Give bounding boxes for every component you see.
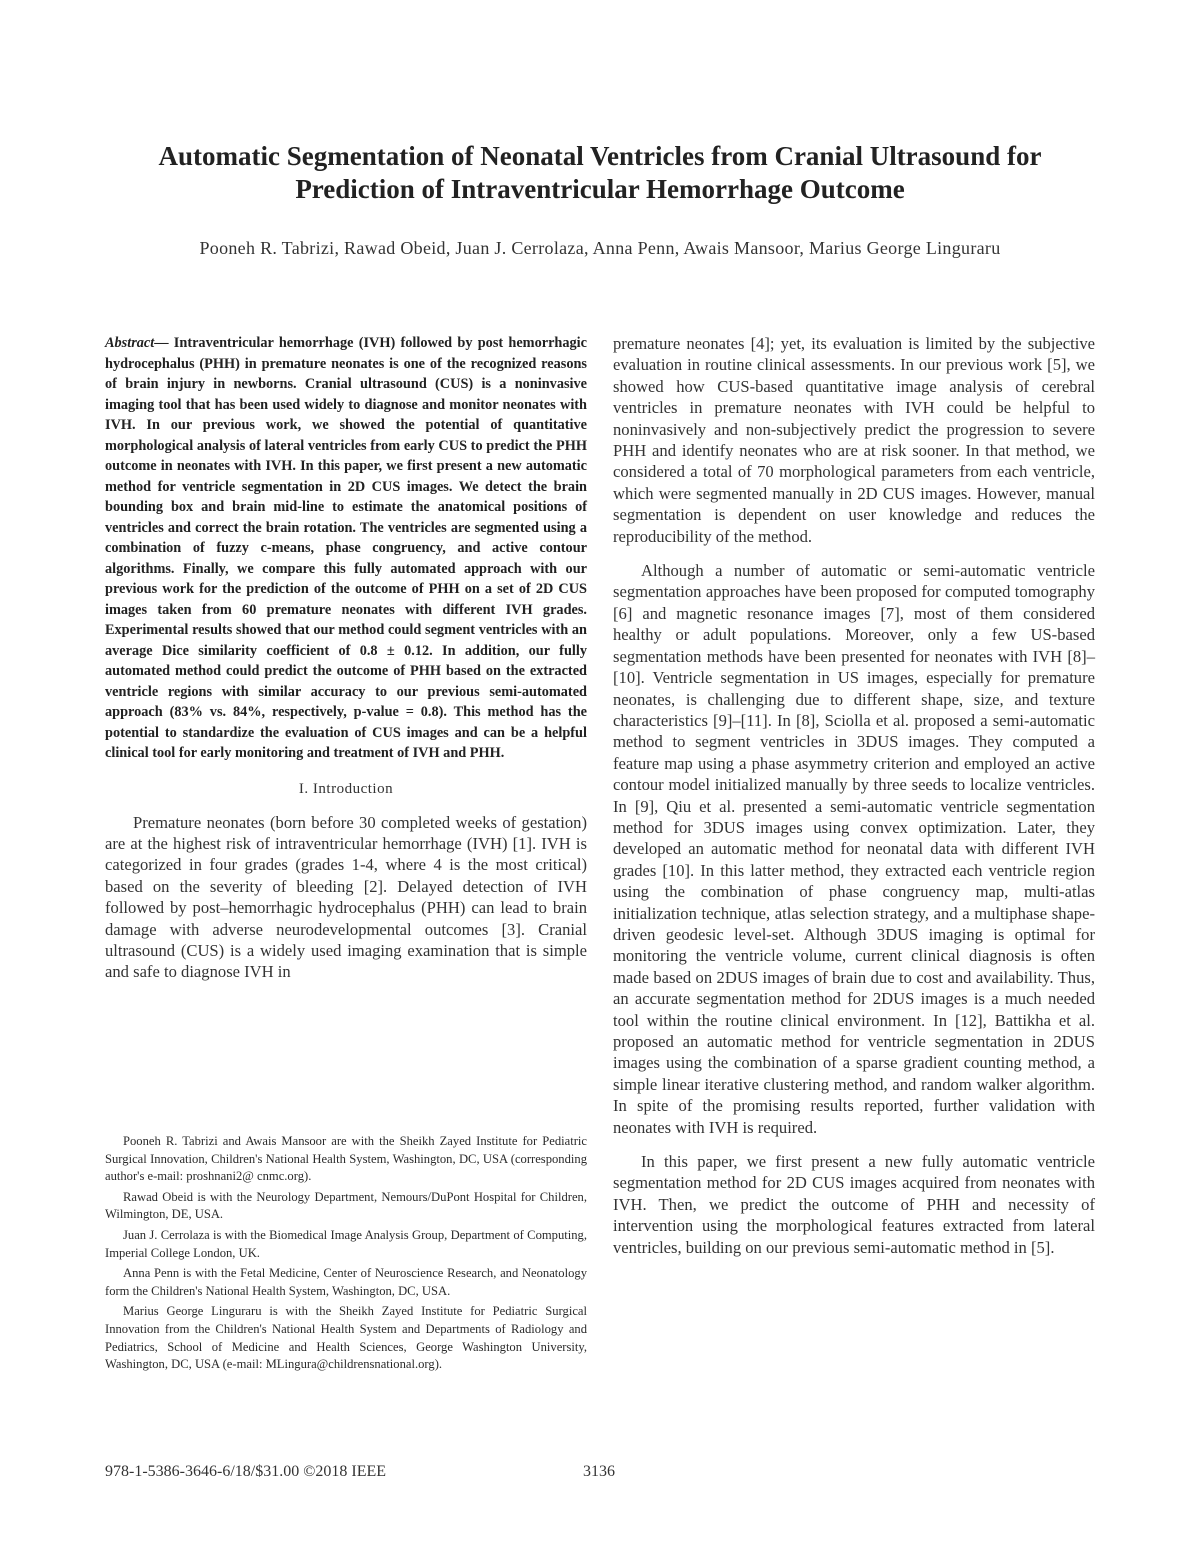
footnote: Rawad Obeid is with the Neurology Department, Nemours/DuPont Hospital for Children, Wilmington, DE, USA. <box>105 1189 587 1222</box>
footnote: Pooneh R. Tabrizi and Awais Mansoor are with the Sheikh Zayed Institute for Pediatric Surgical Innovation, Children's National Health System, Washington, DC, USA (corresponding author's e-mail: proshnani2@ cnmc.org). <box>105 1134 587 1184</box>
body-paragraph: Premature neonates (born before 30 completed weeks of gestation) are at the highest risk of intraventricular hemorrhage (IVH) [1]. IVH is categorized in four grades (grades 1-4, where 4 is the most critical) based on the severity of bleeding [2]. Delayed detection of IVH followed by post–hemorrhagic hydrocephalus (PHH) can lead to brain damage with adverse neurodevelopmental outcomes [3]. Cranial ultrasound (CUS) is a widely used imaging examination that is simple and safe to diagnose IVH in <box>105 812 587 982</box>
author-list: Pooneh R. Tabrizi, Rawad Obeid, Juan J. Cerrolaza, Anna Penn, Awais Mansoor, Marius George Linguraru <box>199 238 1001 258</box>
right-column <box>613 333 1095 1271</box>
author-affiliation-footnotes <box>105 1133 587 1377</box>
section-heading-introduction: I. Introduction <box>298 780 394 797</box>
page-number: 3136 <box>583 1463 615 1480</box>
abstract <box>105 333 587 764</box>
abstract-text: — Intraventricular hemorrhage (IVH) followed by post hemorrhagic hydrocephalus (PHH) in premature neonates is one of the recognized reasons of brain injury in newborns. Cranial ultrasound (CUS) is a noninvasive imaging tool that has been used widely to diagnose and monitor neonates with IVH. In our previous work, we showed the potential of quantitative morphological analysis of lateral ventricles from early CUS to predict the PHH outcome in neonates with IVH. In this paper, we first present a new automatic method for ventricle segmentation in 2D CUS images. We detect the brain bounding box and brain mid-line to estimate the anatomical positions of ventricles and correct the brain rotation. The ventricles are segmented using a combination of fuzzy c-means, phase congruency, and active contour algorithms. Finally, we compare this fully automated approach with our previous work for the prediction of the outcome of PHH on a set of 2D CUS images taken from 60 premature neonates with different IVH grades. Experimental results showed that our method could segment ventricles with an average Dice similarity coefficient of 0.8 ± 0.12. In addition, our fully automated method could predict the outcome of PHH based on the extracted ventricle regions with similar accuracy to our previous semi-automated approach (83% vs. 84%, respectively, p-value = 0.8). This method has the potential to standardize the evaluation of CUS images and can be a helpful clinical tool for early monitoring and treatment of IVH and PHH. <box>105 335 587 761</box>
copyright-notice: 978-1-5386-3646-6/18/$31.00 ©2018 IEEE <box>105 1463 387 1480</box>
body-paragraph: premature neonates [4]; yet, its evaluation is limited by the subjective evaluation in routine clinical assessments. In our previous work [5], we showed how CUS-based quantitative image analysis of cerebral ventricles in premature neonates with IVH could be helpful to noninvasively and non-subjectively predict the progression to severe PHH and identify neonates who are at risk sooner. In that method, we considered a total of 70 morphological parameters from each ventricle, which were segmented manually in 2D CUS images. However, manual segmentation is dependent on user knowledge and reduces the reproducibility of the method. <box>613 334 1095 546</box>
body-paragraph: Although a number of automatic or semi-automatic ventricle segmentation approaches have been proposed for computed tomography [6] and magnetic resonance images [7], most of them considered healthy or adult populations. Moreover, only a few US-based segmentation methods have been presented for neonates with IVH [8]–[10]. Ventricle segmentation in US images, especially for premature neonates, is challenging due to different shape, size, and texture characteristics [9]–[11]. In [8], Sciolla et al. proposed a semi-automatic method to segment ventricles in 3DUS images. They computed a feature map using a phase asymmetry criterion and employed an active contour model initialized manually by three seeds to localize ventricles. In [9], Qiu et al. presented a semi-automatic ventricle segmentation method for 3DUS images using convex optimization. Later, they developed an automatic method for neonatal data with different IVH grades [10]. In this latter method, they extracted each ventricle region using the combination of phase congruency map, multi-atlas initialization technique, atlas selection strategy, and a multiphase shape-driven geodesic level-set. Although 3DUS imaging is optimal for monitoring the ventricle volume, current clinical diagnosis is often made based on 2DUS images of brain due to cost and availability. Thus, an accurate segmentation method for 2DUS images is a much needed tool within the routine clinical environment. In [12], Battikha et al. proposed an automatic method for ventricle segmentation in 2DUS images using the combination of a sparse gradient counting method, a simple linear iterative clustering method, and random walker algorithm. In spite of the promising results reported, further validation with neonates with IVH is required. <box>613 561 1095 1137</box>
left-column <box>105 333 587 996</box>
footnote: Anna Penn is with the Fetal Medicine, Center of Neuroscience Research, and Neonatology form the Children's National Health System, Washington, DC, USA. <box>105 1266 587 1298</box>
footnote: Marius George Linguraru is with the Sheikh Zayed Institute for Pediatric Surgical Innovation from the Children's National Health System and Departments of Radiology and Pediatrics, School of Medicine and Health Sciences, George Washington University, Washington, DC, USA (e-mail: MLingura@childrensnational.org). <box>105 1304 587 1372</box>
footnote: Juan J. Cerrolaza is with the Biomedical Image Analysis Group, Department of Computing, Imperial College London, UK. <box>105 1227 587 1260</box>
abstract-label: Abstract <box>105 335 155 351</box>
body-paragraph: In this paper, we first present a new fully automatic ventricle segmentation method for 2D CUS images acquired from neonates with IVH. Then, we predict the outcome of PHH and necessity of intervention using the morphological features extracted from lateral ventricles, building on our previous semi-automatic method in [5]. <box>613 1152 1095 1257</box>
paper-title: Automatic Segmentation of Neonatal Ventricles from Cranial Ultrasound for Prediction of Intraventricular Hemorrhage Outcome <box>158 141 1042 204</box>
